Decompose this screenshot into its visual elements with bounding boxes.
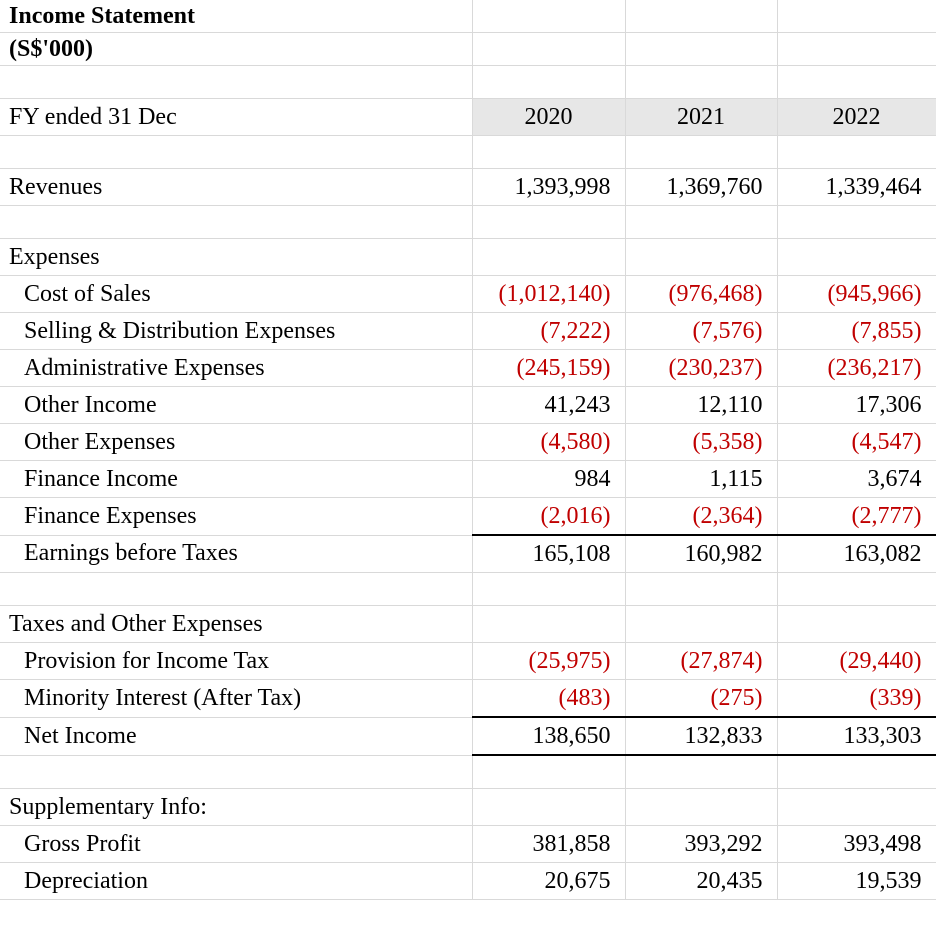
administrative-expenses-row: [0, 350, 936, 387]
year-header-2020[interactable]: 2020: [472, 99, 625, 136]
blank-row: [0, 206, 936, 239]
row-label[interactable]: Administrative Expenses: [0, 350, 472, 387]
value-cell[interactable]: 20,435: [625, 863, 777, 900]
value-cell[interactable]: 19,539: [777, 863, 936, 900]
year-header-2021[interactable]: 2021: [625, 99, 777, 136]
empty-cell[interactable]: [625, 789, 777, 826]
empty-cell[interactable]: [777, 755, 936, 789]
empty-cell[interactable]: [472, 66, 625, 99]
value-cell[interactable]: 12,110: [625, 387, 777, 424]
empty-cell[interactable]: [0, 66, 472, 99]
statement-unit[interactable]: (S$'000): [0, 33, 472, 66]
value-cell[interactable]: (4,547): [777, 424, 936, 461]
empty-cell[interactable]: [625, 573, 777, 606]
value-cell[interactable]: 1,115: [625, 461, 777, 498]
value-cell[interactable]: 41,243: [472, 387, 625, 424]
taxes-section-row: [0, 606, 936, 643]
net-income-row: [0, 717, 936, 755]
value-cell[interactable]: (976,468): [625, 276, 777, 313]
section-label[interactable]: Taxes and Other Expenses: [0, 606, 472, 643]
value-cell[interactable]: (7,576): [625, 313, 777, 350]
value-cell[interactable]: (339): [777, 680, 936, 718]
blank-row: [0, 66, 936, 99]
value-cell[interactable]: 133,303: [777, 717, 936, 755]
header-row: [0, 99, 936, 136]
blank-row: [0, 136, 936, 169]
row-label[interactable]: Other Expenses: [0, 424, 472, 461]
empty-cell[interactable]: [472, 573, 625, 606]
supplementary-section-row: [0, 789, 936, 826]
expenses-section-row: [0, 239, 936, 276]
empty-cell[interactable]: [625, 0, 777, 33]
empty-cell[interactable]: [472, 206, 625, 239]
row-label[interactable]: Depreciation: [0, 863, 472, 900]
value-cell[interactable]: 3,674: [777, 461, 936, 498]
other-expenses-row: [0, 424, 936, 461]
row-label[interactable]: Selling & Distribution Expenses: [0, 313, 472, 350]
empty-cell[interactable]: [625, 239, 777, 276]
value-cell[interactable]: (4,580): [472, 424, 625, 461]
value-cell[interactable]: (7,222): [472, 313, 625, 350]
value-cell[interactable]: (230,237): [625, 350, 777, 387]
empty-cell[interactable]: [472, 789, 625, 826]
value-cell[interactable]: (245,159): [472, 350, 625, 387]
value-cell[interactable]: 138,650: [472, 717, 625, 755]
empty-cell[interactable]: [625, 136, 777, 169]
selling-distribution-row: [0, 313, 936, 350]
title-row: [0, 0, 936, 33]
empty-cell[interactable]: [777, 789, 936, 826]
empty-cell[interactable]: [777, 239, 936, 276]
empty-cell[interactable]: [472, 755, 625, 789]
empty-cell[interactable]: [777, 606, 936, 643]
value-cell[interactable]: 163,082: [777, 535, 936, 573]
empty-cell[interactable]: [625, 33, 777, 66]
value-cell[interactable]: (483): [472, 680, 625, 718]
cost-of-sales-row: [0, 276, 936, 313]
section-label[interactable]: Supplementary Info:: [0, 789, 472, 826]
value-cell[interactable]: 132,833: [625, 717, 777, 755]
empty-cell[interactable]: [777, 136, 936, 169]
row-label[interactable]: Minority Interest (After Tax): [0, 680, 472, 718]
earnings-before-taxes-row: [0, 535, 936, 573]
empty-cell[interactable]: [0, 206, 472, 239]
blank-row: [0, 573, 936, 606]
row-label[interactable]: Revenues: [0, 169, 472, 206]
empty-cell[interactable]: [777, 66, 936, 99]
statement-title[interactable]: Income Statement: [0, 0, 472, 33]
row-label[interactable]: Earnings before Taxes: [0, 535, 472, 573]
row-label[interactable]: Finance Expenses: [0, 498, 472, 536]
value-cell[interactable]: 984: [472, 461, 625, 498]
value-cell[interactable]: (25,975): [472, 643, 625, 680]
value-cell[interactable]: 1,393,998: [472, 169, 625, 206]
empty-cell[interactable]: [472, 136, 625, 169]
value-cell[interactable]: (7,855): [777, 313, 936, 350]
empty-cell[interactable]: [625, 606, 777, 643]
empty-cell[interactable]: [777, 0, 936, 33]
empty-cell[interactable]: [0, 755, 472, 789]
row-label[interactable]: Finance Income: [0, 461, 472, 498]
finance-income-row: [0, 461, 936, 498]
empty-cell[interactable]: [472, 0, 625, 33]
empty-cell[interactable]: [472, 239, 625, 276]
value-cell[interactable]: 17,306: [777, 387, 936, 424]
value-cell[interactable]: (2,364): [625, 498, 777, 536]
value-cell[interactable]: (2,777): [777, 498, 936, 536]
value-cell[interactable]: 165,108: [472, 535, 625, 573]
empty-cell[interactable]: [777, 206, 936, 239]
section-label[interactable]: Expenses: [0, 239, 472, 276]
value-cell[interactable]: 160,982: [625, 535, 777, 573]
empty-cell[interactable]: [625, 206, 777, 239]
other-income-row: [0, 387, 936, 424]
row-label[interactable]: Other Income: [0, 387, 472, 424]
unit-row: [0, 33, 936, 66]
fy-header-label[interactable]: FY ended 31 Dec: [0, 99, 472, 136]
value-cell[interactable]: (236,217): [777, 350, 936, 387]
value-cell[interactable]: 1,339,464: [777, 169, 936, 206]
gross-profit-row: [0, 826, 936, 863]
row-label[interactable]: Cost of Sales: [0, 276, 472, 313]
row-label[interactable]: Provision for Income Tax: [0, 643, 472, 680]
empty-cell[interactable]: [0, 136, 472, 169]
minority-interest-row: [0, 680, 936, 718]
value-cell[interactable]: 393,498: [777, 826, 936, 863]
empty-cell[interactable]: [0, 573, 472, 606]
empty-cell[interactable]: [625, 66, 777, 99]
empty-cell[interactable]: [625, 755, 777, 789]
blank-row: [0, 755, 936, 789]
value-cell[interactable]: (275): [625, 680, 777, 718]
empty-cell[interactable]: [777, 573, 936, 606]
empty-cell[interactable]: [472, 606, 625, 643]
value-cell[interactable]: (2,016): [472, 498, 625, 536]
row-label[interactable]: Net Income: [0, 717, 472, 755]
empty-cell[interactable]: [472, 33, 625, 66]
depreciation-row: [0, 863, 936, 900]
value-cell[interactable]: (945,966): [777, 276, 936, 313]
value-cell[interactable]: 393,292: [625, 826, 777, 863]
value-cell[interactable]: (29,440): [777, 643, 936, 680]
value-cell[interactable]: (1,012,140): [472, 276, 625, 313]
value-cell[interactable]: 20,675: [472, 863, 625, 900]
revenues-row: [0, 169, 936, 206]
value-cell[interactable]: (27,874): [625, 643, 777, 680]
row-label[interactable]: Gross Profit: [0, 826, 472, 863]
value-cell[interactable]: 381,858: [472, 826, 625, 863]
value-cell[interactable]: 1,369,760: [625, 169, 777, 206]
value-cell[interactable]: (5,358): [625, 424, 777, 461]
income-tax-row: [0, 643, 936, 680]
empty-cell[interactable]: [777, 33, 936, 66]
finance-expenses-row: [0, 498, 936, 536]
year-header-2022[interactable]: 2022: [777, 99, 936, 136]
